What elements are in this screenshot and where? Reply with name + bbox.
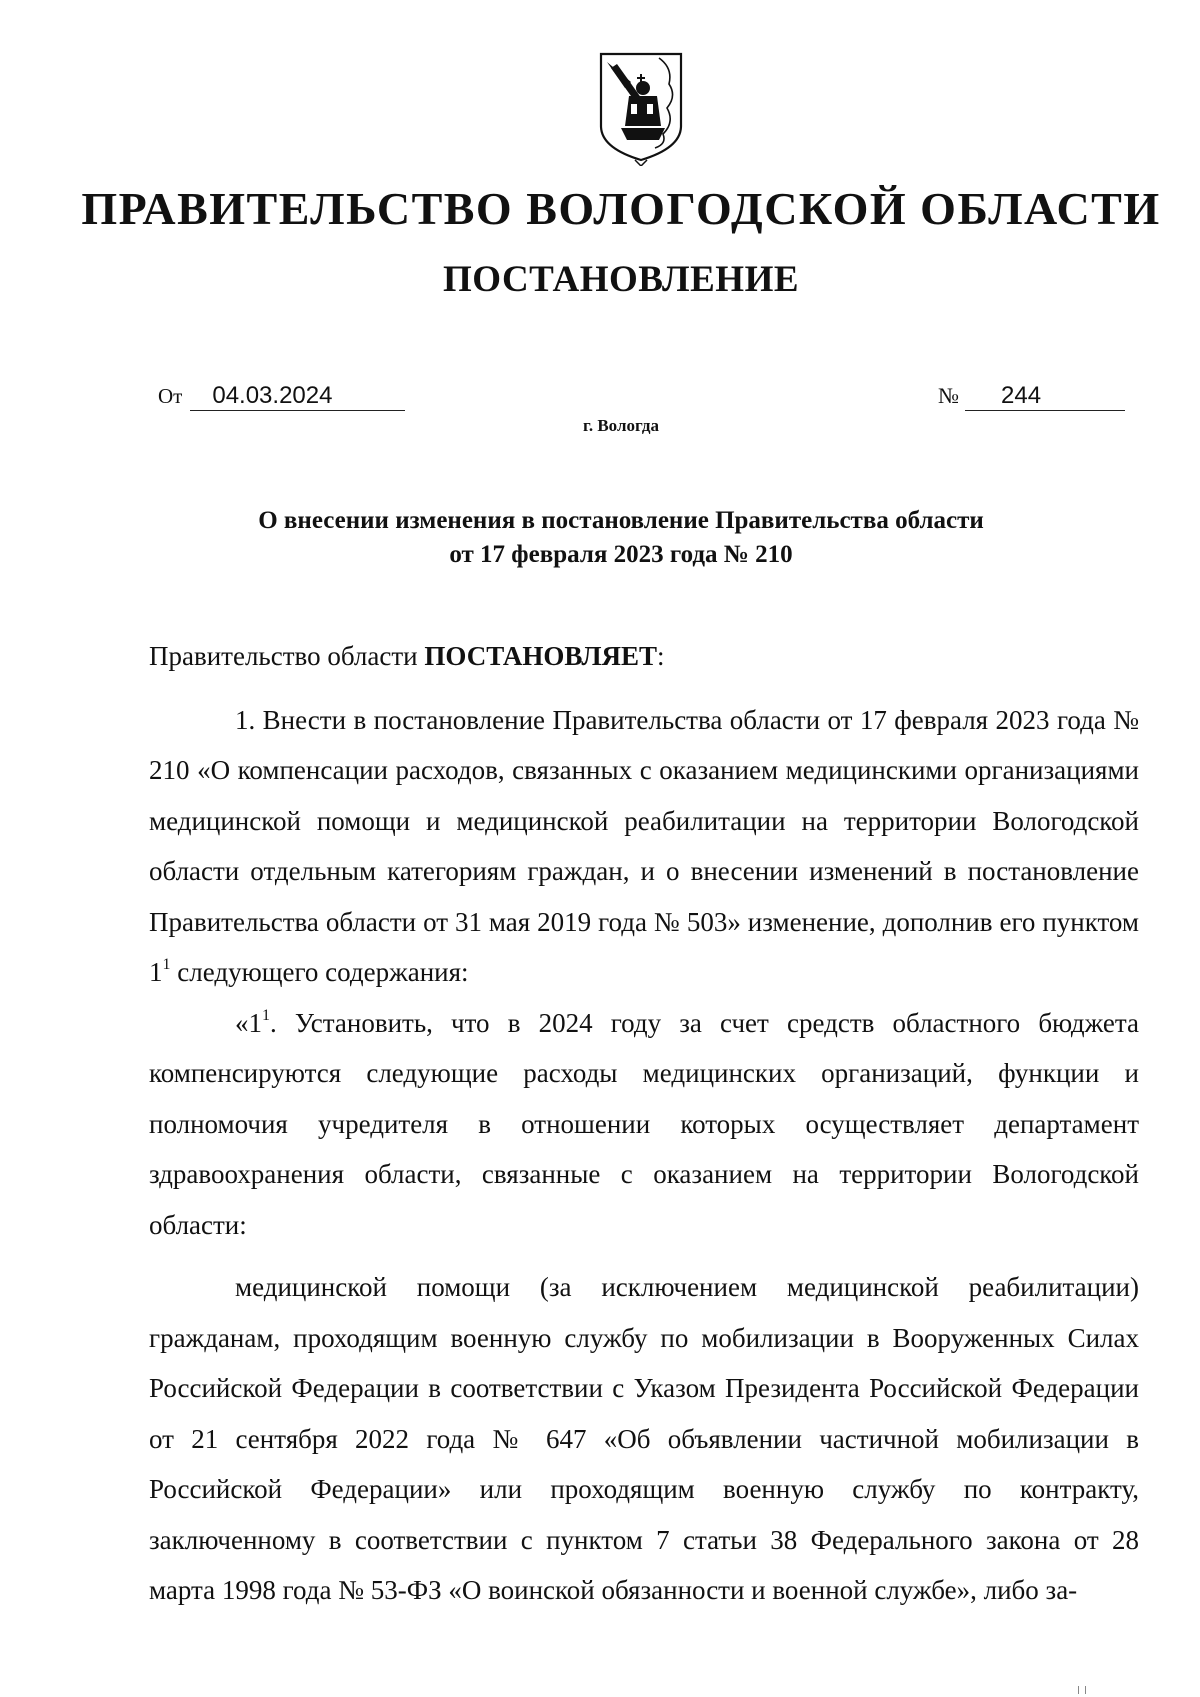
paragraph-text: . Установить, что в 2024 году за счет средств областного бюджета компенсируются следующие расходы медицинских организаций, функции и полномочия учредителя в отношении которых осуществляет департамент здравоохранения области, связанные с оказанием на территории Вологодской области: <box>149 1007 1139 1240</box>
lead-keyword: ПОСТАНОВЛЯЕТ <box>424 641 657 671</box>
document-date <box>158 382 405 411</box>
document-number <box>938 382 1125 411</box>
paragraph-text: 1. Внести в постановление Правительства области от 17 февраля 2023 года № 210 «О компенсации расходов, связанных с оказанием медицинскими организациями медицинской помощи и медицинской реабилитации на территории Вологодской области отдельным категориям граждан, и о внесении изменений в постановление Правительства области от 31 мая 2019 года № 503» изменение, дополнив его пунктом 1 <box>149 704 1139 987</box>
number-value: 244 <box>965 382 1125 411</box>
paragraph-text: медицинской помощи (за исключением медицинской реабилитации) гражданам, проходящим военную службу по мобилизации в Вооруженных Силах Российской Федерации в соответствии с Указом Президента Российской Федерации от 21 сентября 2022 года № 647 «Об объявлении частичной мобилизации в Российской Федерации» или проходящим военную службу по контракту, заключенному в соответствии с пунктом 7 статьи 38 Федерального закона от 28 марта 1998 года № 53-ФЗ «О воинской обязанности и военной службе», либо за- <box>149 1272 1139 1605</box>
number-prefix: № <box>938 383 959 408</box>
superscript: 1 <box>262 1006 270 1024</box>
document-type-title: ПОСТАНОВЛЕНИЕ <box>442 259 800 300</box>
organization-title: ПРАВИТЕЛЬСТВО ВОЛОГОДСКОЙ ОБЛАСТИ <box>81 183 1161 234</box>
superscript: 1 <box>162 956 171 973</box>
date-value: 04.03.2024 <box>190 382 405 411</box>
subject-line: О внесении изменения в постановление Правительства области <box>258 507 984 534</box>
date-prefix: От <box>158 384 183 408</box>
resolution-lead <box>149 631 1139 682</box>
city-label: г. Вологда <box>583 416 659 435</box>
document-body <box>149 631 1139 1616</box>
coat-of-arms-icon <box>595 48 687 166</box>
paragraph-medical-help <box>149 1262 1139 1616</box>
paragraph-text: следующего содержания: <box>170 957 469 987</box>
paragraph-1 <box>149 695 1139 998</box>
page-edge-mark <box>1078 1686 1086 1694</box>
document-subject <box>0 504 1200 572</box>
subject-line: от 17 февраля 2023 года № 210 <box>449 541 793 568</box>
lead-colon: : <box>656 641 665 671</box>
paragraph-text: «1 <box>235 1007 262 1038</box>
lead-text: Правительство области <box>149 641 425 671</box>
paragraph-1-1 <box>149 998 1139 1251</box>
